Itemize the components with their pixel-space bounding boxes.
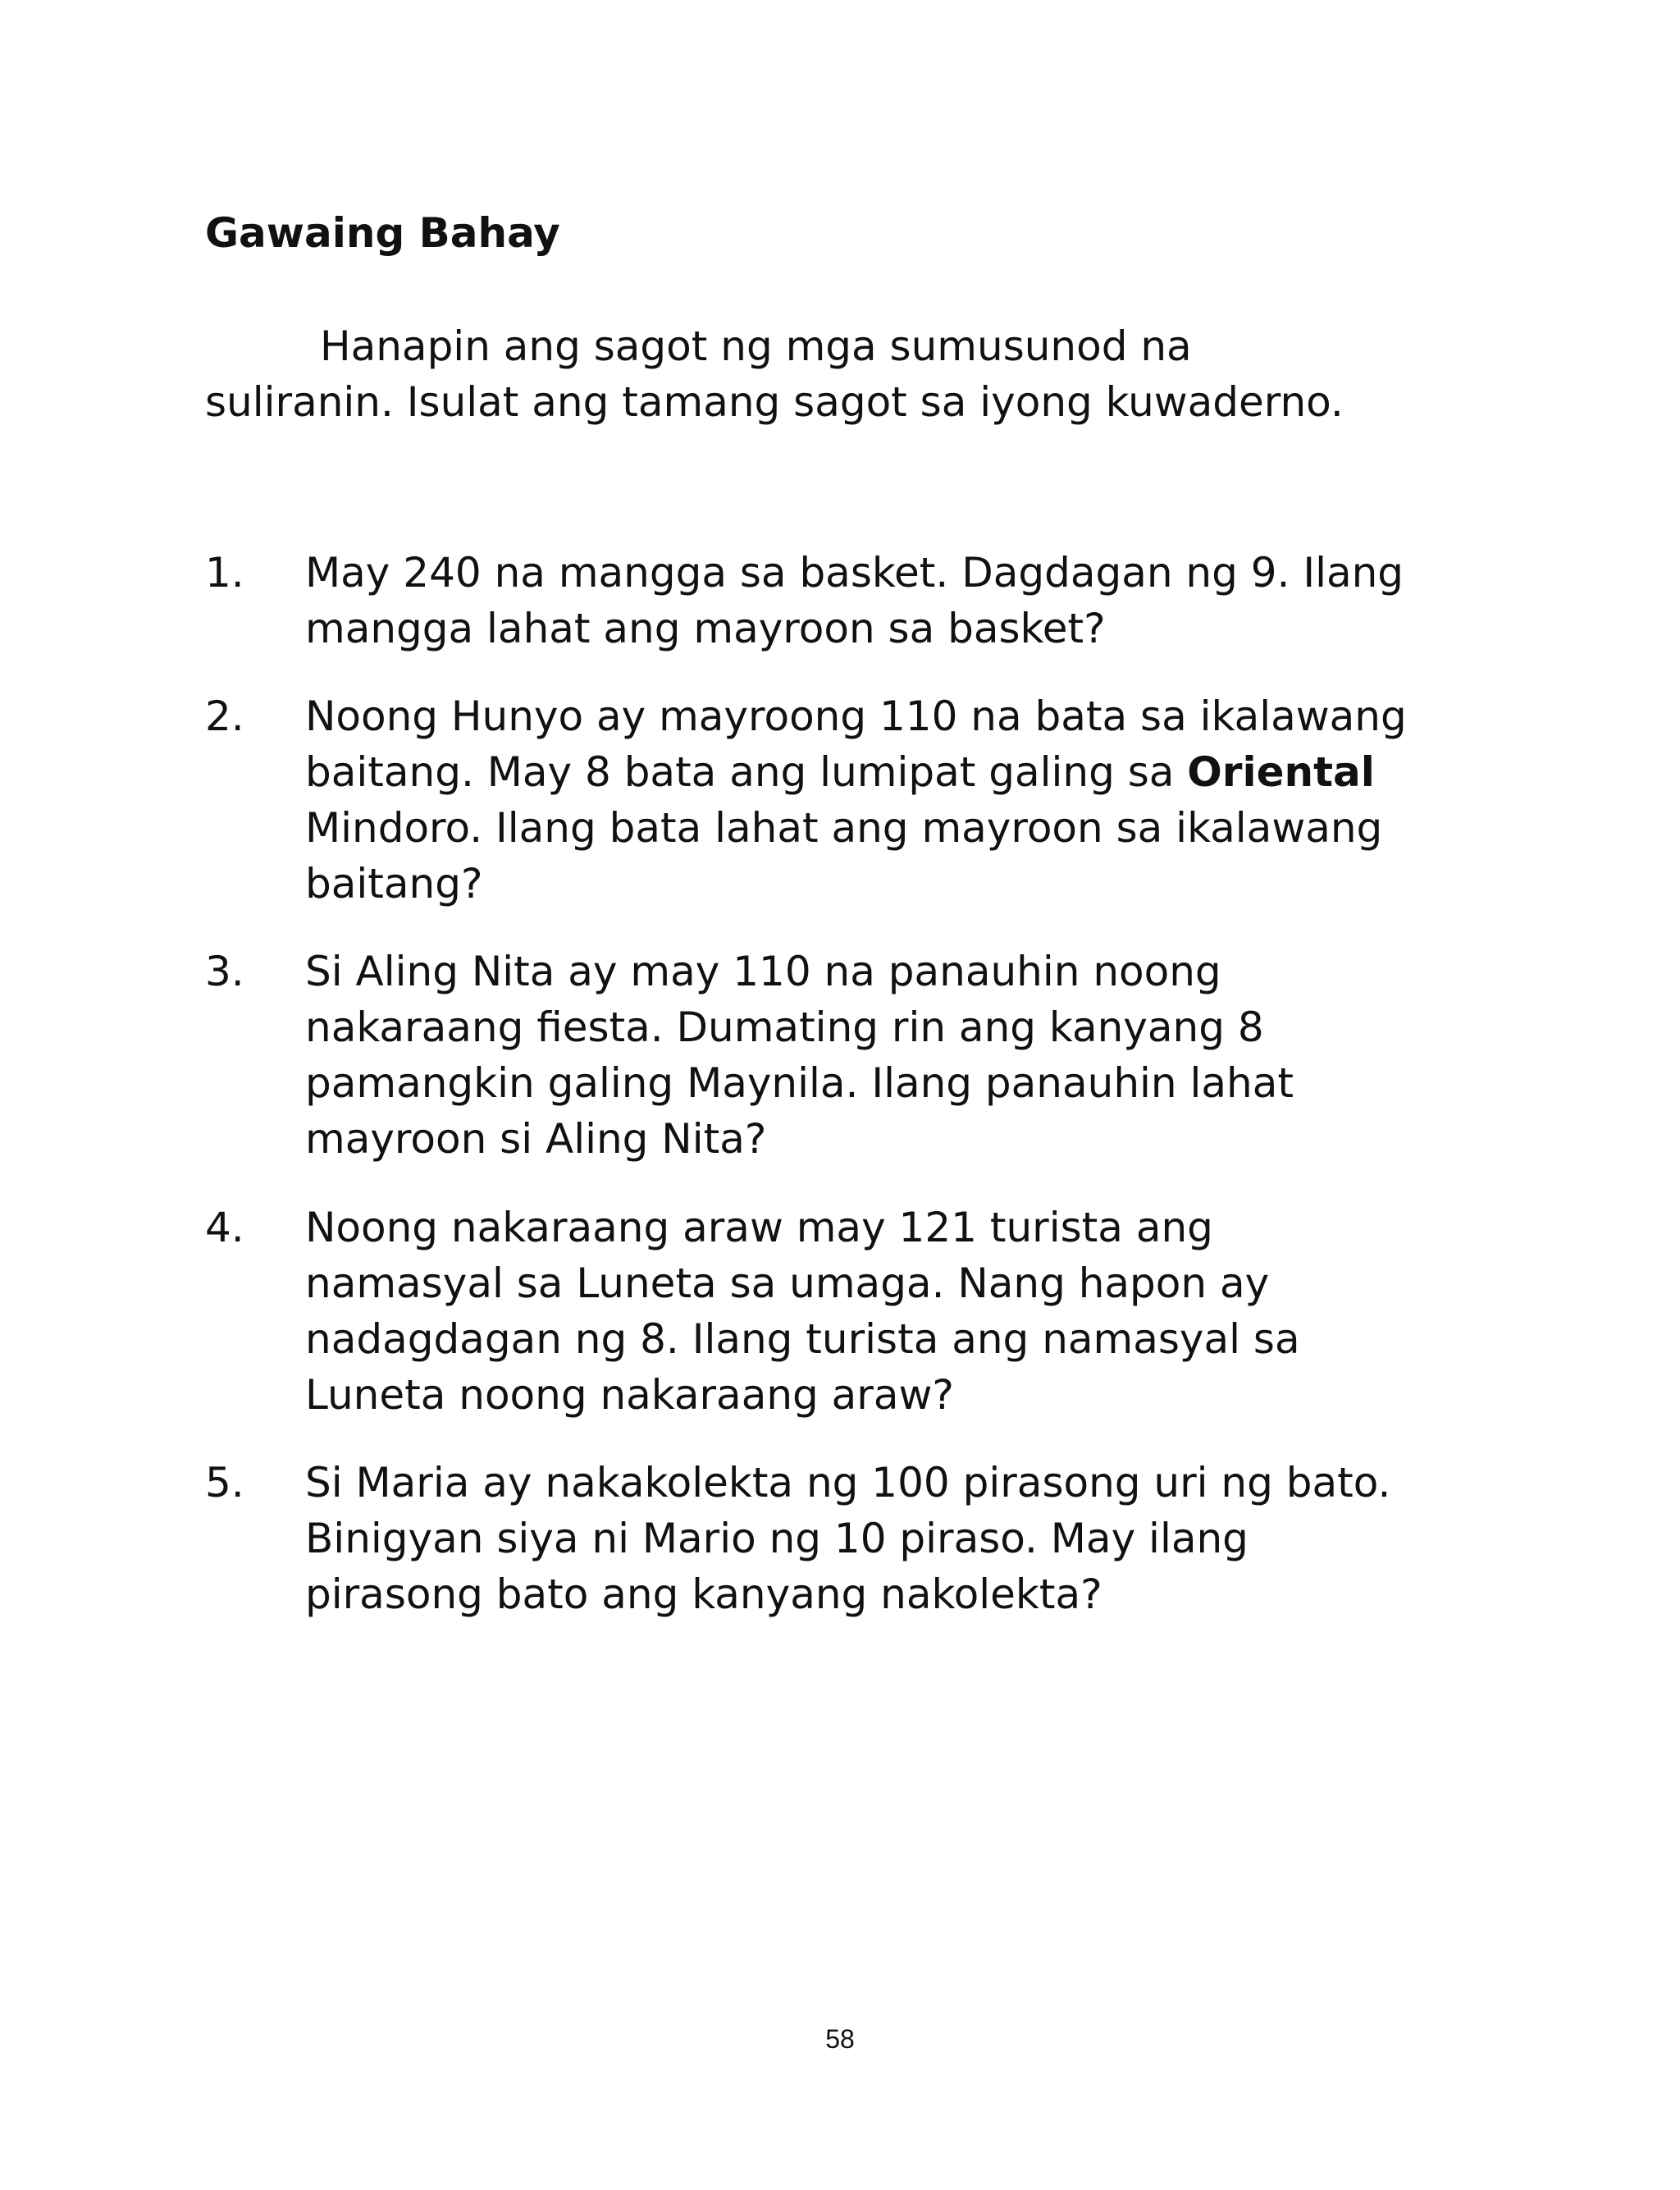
problem-number: 3.	[205, 948, 244, 995]
problem-text: Noong nakaraang araw may 121 turista ang namasyal sa Luneta sa umaga. Nang hapon ay nadagdagan ng 8. Ilang turista ang namasyal sa Luneta noong nakaraang araw?	[305, 1204, 1300, 1419]
problem-text: Si Aling Nita ay may 110 na panauhin noong nakaraang fiesta. Dumating rin ang kanyang 8 pamangkin galing Maynila. Ilang panauhin lahat mayroon si Aling Nita?	[305, 948, 1294, 1163]
page-heading: Gawaing Bahay	[205, 209, 560, 257]
problem-text: May 240 na mangga sa basket. Dagdagan ng 9. Ilang mangga lahat ang mayroon sa basket?	[305, 549, 1404, 652]
problem-number: 1.	[205, 549, 244, 597]
problem-number: 2.	[205, 693, 244, 740]
problem-text-bold: Oriental	[1187, 748, 1375, 796]
problem-text-part: Noong Hunyo ay mayroong 110 na bata sa ikalawang baitang. May 8 bata ang lumipat galing sa	[305, 693, 1407, 796]
problem-text	[305, 688, 1413, 912]
problem-text-part: Mindoro. Ilang bata lahat ang mayroon sa ikalawang baitang?	[305, 804, 1383, 908]
problem-number: 5.	[205, 1459, 244, 1506]
instructions-paragraph: Hanapin ang sagot ng mga sumusunod na suliranin. Isulat ang tamang sagot sa iyong kuwaderno.	[205, 322, 1344, 426]
page-number: 58	[825, 2024, 855, 2054]
problem-text: Si Maria ay nakakolekta ng 100 pirasong uri ng bato. Binigyan siya ni Mario ng 10 piraso. May ilang pirasong bato ang kanyang nakolekta?	[305, 1459, 1391, 1618]
problem-number: 4.	[205, 1204, 244, 1251]
